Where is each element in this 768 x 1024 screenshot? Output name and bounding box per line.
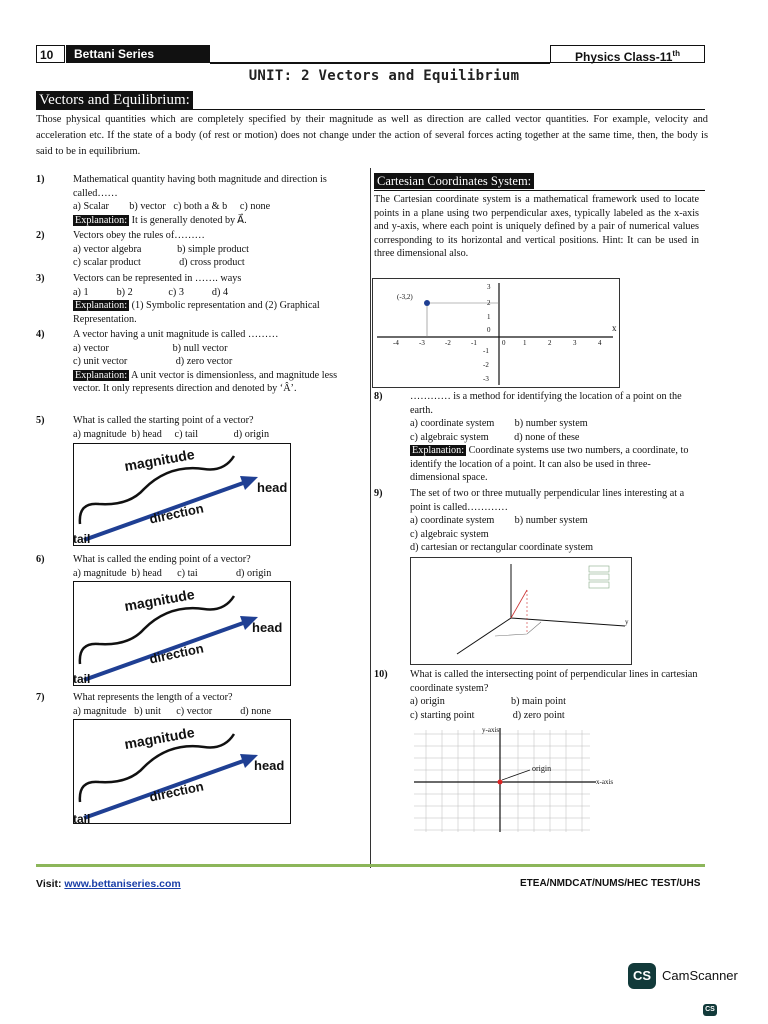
x-tick: -1 <box>471 339 477 347</box>
question-2 <box>36 229 361 270</box>
explanation-text: (1) Symbolic representation and (2) Graphical Representation. <box>73 300 320 325</box>
question-text: ………… is a method for identifying the location of a point on the earth. <box>410 391 682 416</box>
question-7 <box>36 691 361 718</box>
y-axis-3d <box>511 618 625 626</box>
header-rule <box>210 62 550 64</box>
question-options: a) 1 b) 2 c) 3 d) 4 <box>73 286 229 298</box>
tail-label: tail <box>73 672 91 686</box>
legend-box <box>589 582 609 588</box>
legend-box <box>589 574 609 580</box>
y-tick: 0 <box>487 326 491 334</box>
direction-label: direction <box>148 640 205 667</box>
question-options: a) magnitude b) head c) tai d) origin <box>73 567 272 579</box>
question-options: a) origin b) main point c) starting point d) zero point <box>410 696 566 721</box>
class-label-text: Physics Class-11 <box>575 50 673 64</box>
question-number: 7) <box>36 692 45 703</box>
x-axis-label: x <box>612 323 617 333</box>
question-options: a) coordinate system b) number system c) algebraic system d) cartesian or rectangular coordinate system <box>410 515 594 553</box>
explanation-label: Explanation: <box>75 300 128 311</box>
x-tick: 1 <box>523 339 527 347</box>
x-tick: 3 <box>573 339 577 347</box>
camscanner-logo-icon: CS <box>628 963 656 989</box>
point-marker <box>424 300 430 306</box>
y-tick: 3 <box>487 283 491 291</box>
camscanner-text: CamScanner <box>662 968 738 983</box>
cartesian-text: The Cartesian coordinate system is a mathematical framework used to locate points in a plane using two perpendicular axes, typically labeled as the x-axis and y-axis, where each point is uniquely defined by a pair of numerical values corresponding to its horizontal and vertical positions. Hint: It can be used in three dimensional also. <box>374 194 699 259</box>
tail-label: tail <box>73 812 91 826</box>
question-4 <box>36 328 361 396</box>
visit-label: Visit: <box>36 878 65 890</box>
tail-label: tail <box>73 532 91 546</box>
direction-label: direction <box>148 778 205 805</box>
question-text: What is called the starting point of a vector? <box>73 415 254 426</box>
origin-pointer <box>502 770 530 780</box>
x-tick: -3 <box>419 339 425 347</box>
class-label <box>550 45 705 63</box>
explanation-text: Coordinate systems use two numbers, a coordinate, to identify the location of a point. It can also be used in three-dimensional space. <box>410 445 689 483</box>
question-6 <box>36 553 361 580</box>
cartesian-rule <box>374 190 705 191</box>
section-heading: Vectors and Equilibrium: <box>36 91 193 109</box>
question-options: a) vector algebra b) simple product c) scalar product d) cross product <box>73 243 249 268</box>
vector-diagram <box>73 719 291 824</box>
footer-exams: ETEA/NMDCAT/NUMS/HEC TEST/UHS <box>520 878 701 889</box>
question-options: a) Scalar b) vector c) both a & b c) none <box>73 201 271 212</box>
x-tick: -2 <box>445 339 451 347</box>
page-number: 10 <box>36 45 65 63</box>
3d-axes-svg <box>411 558 631 664</box>
footer-visit <box>36 878 181 890</box>
camscanner-small-icon: CS <box>703 1004 717 1016</box>
question-3 <box>36 272 361 326</box>
question-options: a) vector b) null vector c) unit vector d) zero vector <box>73 342 233 367</box>
question-9 <box>374 487 699 555</box>
intro-paragraph: Those physical quantities which are completely specified by their magnitude as well as direction are called vector quantities. For example, velocity and acceleration etc. If the state of a body (of rest or motion) does not change under the action of several forces acting together at the same time, then, the body is said to be in equilibrium. <box>36 114 708 157</box>
origin-point <box>498 780 503 785</box>
explanation-label: Explanation: <box>75 214 128 226</box>
question-number: 4) <box>36 329 45 340</box>
question-options: a) magnitude b) head c) tail d) origin <box>73 428 270 440</box>
question-1 <box>36 173 361 227</box>
y-tick: -2 <box>483 361 489 369</box>
class-label-sup: th <box>672 49 680 58</box>
head-label: head <box>254 758 285 773</box>
question-text: What is called the ending point of a vector? <box>73 554 251 565</box>
magnitude-label: magnitude <box>123 585 196 615</box>
question-number: 3) <box>36 273 45 284</box>
explanation-text: A unit vector is dimensionless, and magnitude less vector. It only represents direction and denoted by ‘Â’. <box>73 369 338 394</box>
magnitude-label: magnitude <box>123 445 196 475</box>
legend-box <box>589 566 609 572</box>
direction-label: direction <box>148 500 205 527</box>
x-tick: 2 <box>548 339 552 347</box>
question-8 <box>374 390 699 485</box>
y-axis-label: y-axis <box>482 726 500 734</box>
question-10 <box>374 668 699 722</box>
column-divider <box>370 168 371 868</box>
website-link[interactable]: www.bettaniseries.com <box>64 878 181 890</box>
vector-diagram <box>73 443 291 546</box>
x-axis-3d <box>457 618 511 654</box>
vector-diagram <box>73 581 291 686</box>
question-number: 10) <box>374 669 388 680</box>
y-axis-label: y <box>625 618 629 626</box>
coordinate-plot <box>372 278 620 388</box>
question-text: Vectors obey the rules of……… <box>73 230 205 241</box>
question-options: a) magnitude b) unit c) vector d) none <box>73 705 272 717</box>
section-rule <box>36 109 705 110</box>
question-options: a) coordinate system b) number system c) algebraic system d) none of these <box>410 418 588 443</box>
unit-title: UNIT: 2 Vectors and Equilibrium <box>248 68 520 84</box>
x-tick: 0 <box>502 339 506 347</box>
3d-axes-diagram <box>410 557 632 665</box>
x-tick: -4 <box>393 339 399 347</box>
question-text: A vector having a unit magnitude is called ……… <box>73 329 279 340</box>
arrowhead-icon <box>240 476 258 490</box>
question-text: What represents the length of a vector? <box>73 692 233 703</box>
y-tick: 1 <box>487 313 491 321</box>
explanation-label: Explanation: <box>75 369 128 381</box>
question-number: 1) <box>36 174 45 185</box>
series-title: Bettani Series <box>66 45 210 63</box>
origin-label: origin <box>532 764 552 773</box>
question-number: 6) <box>36 554 45 565</box>
head-label: head <box>257 480 288 495</box>
question-5 <box>36 414 361 441</box>
question-text: Vectors can be represented in ……. ways <box>73 273 242 284</box>
y-tick: -1 <box>483 347 489 355</box>
footer-rule <box>36 864 705 867</box>
y-tick: -3 <box>483 375 489 383</box>
question-text: The set of two or three mutually perpendicular lines interesting at a point is called………… <box>410 488 685 513</box>
point-label: (-3,2) <box>397 293 413 301</box>
question-number: 9) <box>374 488 383 499</box>
question-text: Mathematical quantity having both magnitude and direction is called…… <box>73 174 327 199</box>
cartesian-heading: Cartesian Coordinates System: <box>374 173 534 189</box>
x-tick: 4 <box>598 339 602 347</box>
question-text: What is called the intersecting point of perpendicular lines in cartesian coordinate system? <box>410 669 698 694</box>
explanation-label: Explanation: <box>412 445 465 456</box>
head-label: head <box>252 620 283 635</box>
magnitude-label: magnitude <box>123 723 196 753</box>
origin-grid-diagram <box>410 724 632 834</box>
question-number: 8) <box>374 391 383 402</box>
explanation-text: It is generally denoted by A⃗. <box>129 214 247 226</box>
y-tick: 2 <box>487 299 491 307</box>
question-number: 2) <box>36 230 45 241</box>
x-axis-label: x-axis <box>596 778 614 786</box>
position-vector <box>511 590 527 618</box>
question-number: 5) <box>36 415 45 426</box>
